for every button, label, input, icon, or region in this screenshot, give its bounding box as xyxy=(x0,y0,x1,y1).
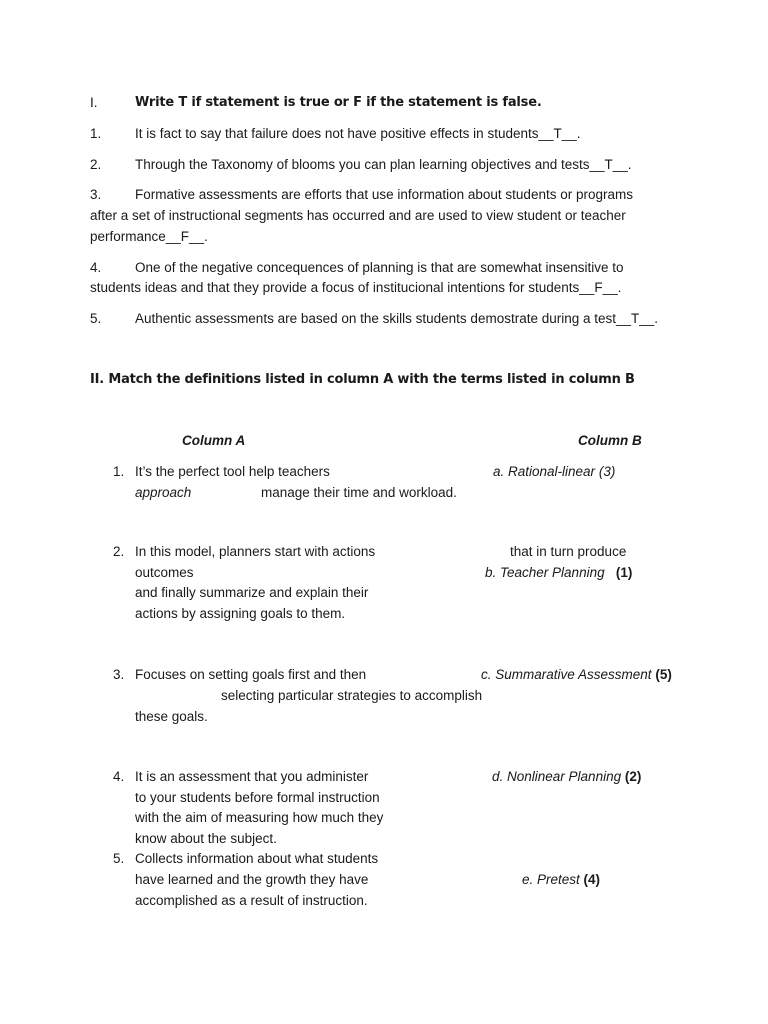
statement-text: students ideas and that they provide a focus of institucional intentions for students__F__. xyxy=(90,280,622,295)
definition-text: In this model, planners start with actions xyxy=(135,544,376,559)
definition-text: accomplished as a result of instruction. xyxy=(135,893,368,908)
item-number: 5. xyxy=(90,311,102,326)
item-number: 2. xyxy=(113,544,125,559)
section-heading: Write T if statement is true or F if the statement is false. xyxy=(135,95,542,110)
item-number: 1. xyxy=(90,126,102,141)
term-b xyxy=(485,564,632,582)
term-label: a. Rational-linear xyxy=(493,464,596,479)
definition-text: Focuses on setting goals first and then xyxy=(135,667,367,682)
definition-text: actions by assigning goals to them. xyxy=(135,606,346,621)
statement-text: performance__F__. xyxy=(90,229,208,244)
definition-text: outcomes xyxy=(135,565,194,580)
item-number: 4. xyxy=(113,769,125,784)
item-number: 2. xyxy=(90,157,102,172)
definition-text: that in turn produce xyxy=(510,544,627,559)
term-label: c. Summarative Assessment xyxy=(481,667,652,682)
column-a-title: Column A xyxy=(182,433,246,448)
term-label: b. Teacher Planning xyxy=(485,565,605,580)
definition-text: to your students before formal instruction xyxy=(135,790,380,805)
item-number: 1. xyxy=(113,464,125,479)
term-answer: (1) xyxy=(615,565,633,580)
term-e xyxy=(522,871,600,889)
section-heading: II. Match the definitions listed in column A with the terms listed in column B xyxy=(90,372,635,387)
statement-text: One of the negative concequences of planning is that are somewhat insensitive to xyxy=(135,260,624,275)
definition-text: and finally summarize and explain their xyxy=(135,585,369,600)
statement-text: Through the Taxonomy of blooms you can plan learning objectives and tests__T__. xyxy=(135,157,632,172)
term-label: d. Nonlinear Planning xyxy=(492,769,622,784)
definition-text: It’s the perfect tool help teachers xyxy=(135,464,330,479)
term-label: e. Pretest xyxy=(522,872,580,887)
section-numeral: I. xyxy=(90,95,98,110)
term-answer: (5) xyxy=(655,667,672,682)
definition-text: approach xyxy=(135,485,192,500)
definition-text: manage their time and workload. xyxy=(261,485,457,500)
statement-text: It is fact to say that failure does not have positive effects in students__T__. xyxy=(135,126,581,141)
item-number: 3. xyxy=(113,667,125,682)
column-b-title: Column B xyxy=(578,433,642,448)
definition-text: It is an assessment that you administer xyxy=(135,769,369,784)
definition-text: have learned and the growth they have xyxy=(135,872,369,887)
item-number: 3. xyxy=(90,187,102,202)
item-number: 4. xyxy=(90,260,102,275)
statement-text: after a set of instructional segments has occurred and are used to view student or teacher xyxy=(90,208,626,223)
definition-text: with the aim of measuring how much they xyxy=(135,810,384,825)
statement-text: Formative assessments are efforts that use information about students or programs xyxy=(135,187,633,202)
definition-text: Collects information about what students xyxy=(135,851,379,866)
definition-text: know about the subject. xyxy=(135,831,277,846)
term-d xyxy=(492,768,641,786)
definition-text: selecting particular strategies to accomplish xyxy=(221,688,483,703)
item-number: 5. xyxy=(113,851,125,866)
term-answer: (3) xyxy=(598,464,616,479)
term-answer: (2) xyxy=(624,769,642,784)
term-c xyxy=(481,666,672,684)
term-a xyxy=(493,463,615,481)
term-answer: (4) xyxy=(583,872,601,887)
statement-text: Authentic assessments are based on the skills students demostrate during a test__T__. xyxy=(135,311,659,326)
definition-text: these goals. xyxy=(135,709,208,724)
